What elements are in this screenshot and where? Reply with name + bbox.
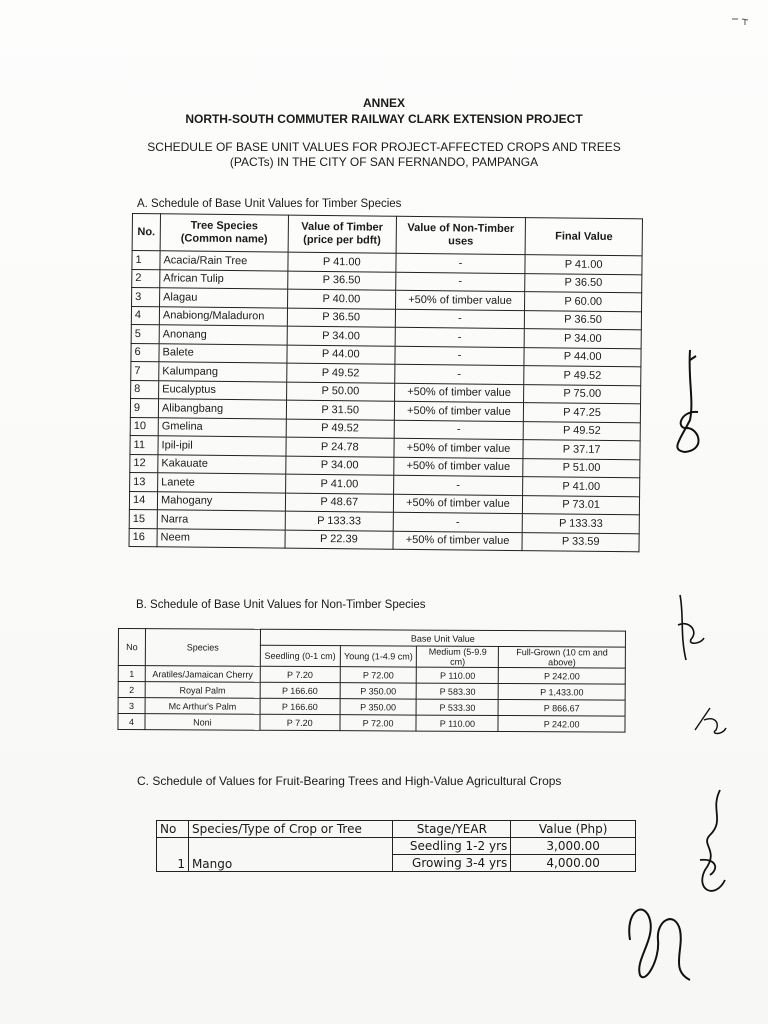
non-timber-value: +50% of timber value — [394, 401, 524, 421]
row-number: 2 — [118, 682, 145, 698]
row-number: 5 — [131, 324, 159, 343]
full-grown-value: P 242.00 — [499, 667, 626, 684]
timber-value: P 36.50 — [288, 271, 396, 291]
non-timber-value: +50% of timber value — [395, 290, 525, 310]
final-value: P 44.00 — [524, 347, 641, 367]
species-name: Noni — [145, 714, 260, 731]
column-header: Value of Timber (price per bdft) — [288, 215, 396, 253]
row-number: 3 — [118, 698, 145, 714]
column-header: Seedling (0-1 cm) — [260, 645, 340, 666]
stage-cell: Seedling 1-2 yrs — [393, 838, 511, 855]
full-grown-value: P 242.00 — [498, 715, 625, 732]
final-value: P 51.00 — [523, 458, 640, 478]
final-value: P 41.00 — [525, 255, 642, 275]
species-name: Anonang — [159, 325, 287, 345]
row-number: 7 — [131, 361, 159, 380]
final-value: P 75.00 — [524, 384, 641, 404]
row-number: 2 — [132, 269, 160, 288]
row-number: 1 — [157, 838, 189, 872]
column-header: Species — [145, 629, 260, 667]
timber-value: P 133.33 — [285, 511, 393, 531]
final-value: P 33.59 — [522, 532, 639, 552]
timber-value: P 34.00 — [286, 456, 394, 476]
row-number: 9 — [130, 398, 158, 417]
column-header: Value of Non-Timber uses — [396, 216, 526, 254]
non-timber-value: - — [393, 512, 523, 532]
medium-value: P 110.00 — [417, 667, 499, 683]
species-name: Aratiles/Jamaican Cherry — [145, 666, 260, 683]
full-grown-value: P 866.67 — [498, 699, 625, 716]
non-timber-value: - — [395, 346, 525, 366]
non-timber-value: - — [395, 309, 525, 329]
non-timber-value: +50% of timber value — [393, 531, 523, 551]
column-header: Final Value — [525, 218, 642, 256]
section-a-title: A. Schedule of Base Unit Values for Timber Species — [137, 198, 402, 210]
non-timber-value: +50% of timber value — [394, 383, 524, 403]
non-timber-value: - — [395, 327, 525, 347]
non-timber-value: - — [393, 475, 523, 495]
species-name: Narra — [157, 510, 285, 530]
row-number: 16 — [129, 528, 157, 547]
row-number: 1 — [118, 666, 145, 682]
species-name: Gmelina — [158, 417, 286, 437]
seedling-value: P 7.20 — [260, 714, 340, 730]
value-cell: 4,000.00 — [511, 855, 636, 872]
species-name: African Tulip — [160, 269, 288, 289]
table-row — [118, 714, 625, 733]
young-value: P 72.00 — [340, 667, 417, 683]
non-timber-value: +50% of timber value — [394, 438, 524, 458]
schedule-title-line1: SCHEDULE OF BASE UNIT VALUES FOR PROJECT-AFFECTED CROPS AND TREES — [147, 140, 621, 154]
table-row — [129, 528, 639, 552]
row-number: 13 — [130, 472, 158, 491]
final-value: P 34.00 — [524, 329, 641, 349]
timber-value: P 22.39 — [285, 530, 393, 550]
species-name: Lanete — [158, 473, 286, 493]
initials-1 — [670, 590, 710, 670]
species-name: Mahogany — [157, 491, 285, 511]
non-timber-species-table — [117, 628, 626, 733]
species-name: Mango — [188, 838, 392, 872]
row-number: 4 — [131, 306, 159, 325]
seedling-value: P 7.20 — [260, 666, 340, 682]
non-timber-value: +50% of timber value — [393, 494, 523, 514]
signature-3 — [620, 880, 700, 990]
final-value: P 41.00 — [523, 477, 640, 497]
young-value: P 72.00 — [340, 715, 417, 731]
value-cell: 3,000.00 — [511, 838, 636, 855]
species-name: Royal Palm — [145, 682, 260, 699]
young-value: P 350.00 — [340, 683, 417, 699]
timber-value: P 31.50 — [286, 400, 394, 420]
full-grown-value: P 1,433.00 — [498, 683, 625, 700]
row-number: 8 — [131, 380, 159, 399]
timber-value: P 36.50 — [287, 308, 395, 328]
group-header: Base Unit Value — [260, 629, 625, 647]
page-mark — [730, 16, 750, 30]
species-name: Kakauate — [158, 454, 286, 474]
medium-value: P 533.30 — [417, 699, 499, 715]
fruit-bearing-table — [156, 820, 636, 872]
section-b-title: B. Schedule of Base Unit Values for Non-Timber Species — [136, 599, 426, 611]
final-value: P 49.52 — [524, 366, 641, 386]
section-c-title: C. Schedule of Values for Fruit-Bearing Trees and High-Value Agricultural Crops — [137, 774, 562, 788]
non-timber-value: - — [394, 364, 524, 384]
annex-heading: ANNEX — [362, 96, 405, 110]
timber-value: P 48.67 — [285, 493, 393, 513]
row-number: 14 — [129, 491, 157, 510]
final-value: P 47.25 — [524, 403, 641, 423]
final-value: P 37.17 — [523, 440, 640, 460]
final-value: P 60.00 — [525, 292, 642, 312]
row-number: 12 — [130, 454, 158, 473]
column-header: Medium (5-9.9 cm) — [417, 646, 499, 667]
column-header: No — [118, 629, 145, 666]
seedling-value: P 166.60 — [260, 682, 340, 698]
column-header: Species/Type of Crop or Tree — [188, 821, 392, 838]
schedule-title-line2: (PACTs) IN THE CITY OF SAN FERNANDO, PAMPANGA — [229, 155, 539, 169]
species-name: Kalumpang — [159, 362, 287, 382]
non-timber-species-rows — [118, 666, 625, 733]
species-name: Neem — [157, 528, 285, 548]
species-name: Alibangbang — [158, 399, 286, 419]
final-value: P 36.50 — [525, 273, 642, 293]
final-value: P 36.50 — [525, 310, 642, 330]
timber-value: P 34.00 — [287, 326, 395, 346]
column-header: Stage/YEAR — [393, 821, 511, 838]
column-header: No. — [132, 214, 160, 251]
signature-1 — [660, 340, 720, 460]
timber-value: P 24.78 — [286, 437, 394, 457]
timber-value: P 40.00 — [287, 289, 395, 309]
seedling-value: P 166.60 — [260, 698, 340, 714]
species-name: Mc Arthur's Palm — [145, 698, 260, 715]
stage-cell: Growing 3-4 yrs — [393, 855, 511, 872]
species-name: Alagau — [160, 288, 288, 308]
column-header: Value (Php) — [511, 821, 636, 838]
final-value: P 49.52 — [523, 421, 640, 441]
row-number: 11 — [130, 435, 158, 454]
timber-value: P 49.52 — [287, 363, 395, 383]
row-number: 15 — [129, 509, 157, 528]
medium-value: P 583.30 — [417, 683, 499, 699]
final-value: P 133.33 — [522, 514, 639, 534]
project-title: NORTH-SOUTH COMMUTER RAILWAY CLARK EXTENSION PROJECT — [185, 112, 583, 126]
non-timber-value: - — [394, 420, 524, 440]
non-timber-value: - — [396, 253, 526, 273]
species-name: Acacia/Rain Tree — [160, 251, 288, 271]
non-timber-value: +50% of timber value — [393, 457, 523, 477]
species-name: Anabiong/Maladuron — [159, 306, 287, 326]
column-header: No — [157, 821, 189, 838]
row-number: 6 — [131, 343, 159, 362]
medium-value: P 110.00 — [416, 715, 498, 731]
timber-value: P 49.52 — [286, 419, 394, 439]
species-name: Ipil-ipil — [158, 436, 286, 456]
young-value: P 350.00 — [340, 699, 417, 715]
timber-value: P 50.00 — [286, 382, 394, 402]
row-number: 10 — [130, 417, 158, 436]
row-number: 1 — [132, 251, 160, 270]
timber-value: P 41.00 — [285, 474, 393, 494]
timber-species-table — [129, 213, 643, 552]
column-header: Young (1-4.9 cm) — [340, 646, 417, 667]
row-number: 3 — [132, 288, 160, 307]
column-header: Full-Grown (10 cm and above) — [499, 646, 626, 668]
timber-value: P 41.00 — [288, 252, 396, 272]
initials-2 — [690, 700, 730, 740]
species-name: Eucalyptus — [159, 380, 287, 400]
column-header: Tree Species (Common name) — [160, 214, 288, 252]
timber-value: P 44.00 — [287, 345, 395, 365]
row-number: 4 — [118, 714, 145, 730]
non-timber-value: - — [395, 272, 525, 292]
timber-species-rows — [129, 251, 642, 552]
final-value: P 73.01 — [523, 495, 640, 515]
species-name: Balete — [159, 343, 287, 363]
